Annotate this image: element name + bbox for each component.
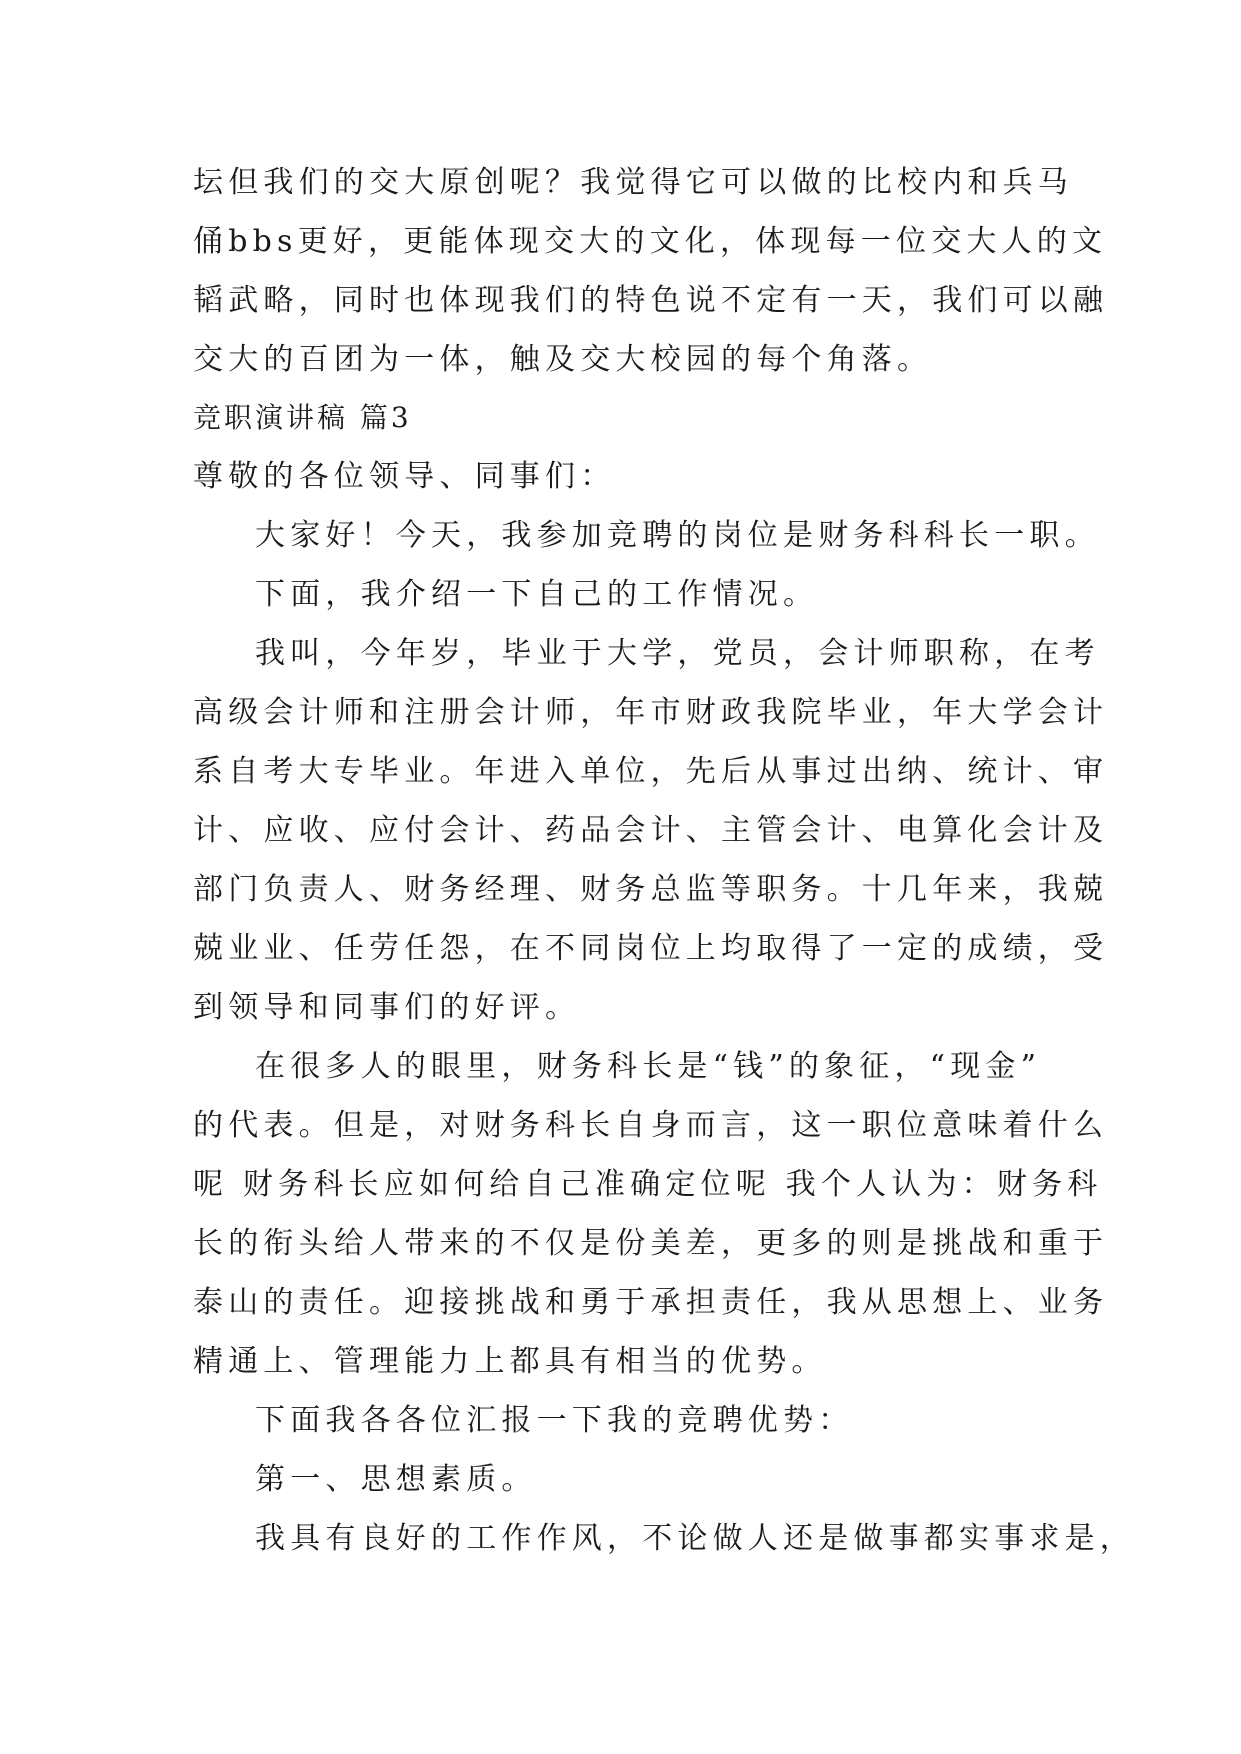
paragraph-line: 坛但我们的交大原创呢？我觉得它可以做的比校内和兵马	[193, 165, 1073, 200]
paragraph-line: 泰山的责任。迎接挑战和勇于承担责任，我从思想上、业务	[193, 1285, 1109, 1320]
paragraph-line: 精通上、管理能力上都具有相当的优势。	[193, 1344, 827, 1379]
paragraph-line: 下面我各各位汇报一下我的竞聘优势：	[255, 1403, 854, 1438]
paragraph-line: 长的衔头给人带来的不仅是份美差，更多的则是挑战和重于	[193, 1226, 1109, 1261]
paragraph-line: 大家好！今天，我参加竞聘的岗位是财务科科长一职。	[255, 518, 1100, 553]
paragraph-line: 交大的百团为一体，触及交大校园的每个角落。	[193, 342, 933, 377]
paragraph-line: 我具有良好的工作作风，不论做人还是做事都实事求是，	[255, 1521, 1135, 1556]
paragraph-line: 兢业业、任劳任怨，在不同岗位上均取得了一定的成绩，受	[193, 931, 1109, 966]
paragraph-line: 部门负责人、财务经理、财务总监等职务。十几年来，我兢	[193, 872, 1109, 907]
paragraph-line: 我叫，今年岁，毕业于大学，党员，会计师职称，在考	[255, 636, 1100, 671]
paragraph-line: 到领导和同事们的好评。	[193, 990, 581, 1025]
paragraph-line: 高级会计师和注册会计师，年市财政我院毕业，年大学会计	[193, 695, 1109, 730]
paragraph-line: 韬武略，同时也体现我们的特色说不定有一天，我们可以融	[193, 283, 1109, 318]
paragraph-line: 的代表。但是，对财务科长自身而言，这一职位意味着什么	[193, 1108, 1109, 1143]
salutation: 尊敬的各位领导、同事们：	[193, 459, 616, 494]
paragraph-line: 在很多人的眼里，财务科长是“钱”的象征，“现金”	[255, 1049, 1042, 1084]
paragraph-line: 系自考大专毕业。年进入单位，先后从事过出纳、统计、审	[193, 754, 1109, 789]
section-heading: 竞职演讲稿 篇3	[193, 401, 412, 434]
paragraph-line: 呢 财务科长应如何给自己准确定位呢 我个人认为：财务科	[193, 1167, 1103, 1202]
paragraph-line: 俑bbs更好，更能体现交大的文化，体现每一位交大人的文	[193, 224, 1108, 259]
paragraph-line: 下面，我介绍一下自己的工作情况。	[255, 577, 819, 612]
paragraph-line: 第一、思想素质。	[255, 1462, 537, 1497]
paragraph-line: 计、应收、应付会计、药品会计、主管会计、电算化会计及	[193, 813, 1109, 848]
